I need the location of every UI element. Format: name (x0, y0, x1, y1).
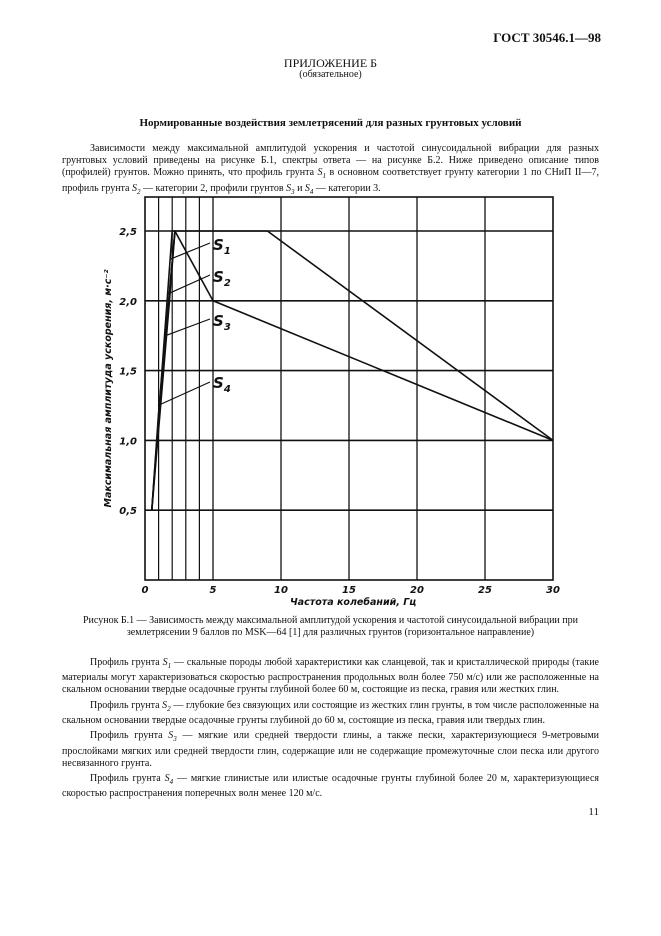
x-axis-label: Частота колебаний, Гц (290, 597, 417, 608)
profiles-list (62, 657, 599, 804)
y-tick-label: 1,0 (119, 436, 137, 448)
y-tick-label: 2,0 (119, 296, 137, 308)
appendix-subtitle: (обязательное) (299, 69, 362, 80)
intro-text-3: — категории 2, профили грунтов (140, 182, 287, 194)
y-axis-label: Максимальная амплитуда ускорения, м·с⁻² (103, 269, 114, 508)
x-tick-label: 30 (546, 585, 560, 596)
y-tick-label: 1,5 (119, 366, 137, 378)
x-tick-label: 5 (209, 585, 217, 596)
x-tick-label: 15 (342, 585, 356, 596)
page-number: 11 (588, 806, 599, 818)
section-title: Нормированные воздействия землетрясений для разных грунтовых условий (139, 117, 522, 129)
document-code: ГОСТ 30546.1—98 (493, 30, 601, 45)
appendix-title: ПРИЛОЖЕНИЕ Б (283, 56, 378, 70)
series-label-s3: $S_3$ (213, 312, 231, 333)
figure-caption: Рисунок Б.1 — Зависимость между максимальной амплитудой ускорения и частотой синусоидальной вибрации при землетрясении 9 баллов по MSK—64 [1] для различных грунтов (горизонтальное направление) (83, 615, 578, 638)
leader-line (158, 382, 210, 406)
series-label-s1: $S_1$ (213, 236, 231, 257)
intro-s1: $S_1$ (317, 167, 327, 181)
profile-item: Профиль грунта $S_3$ — мягкие или средней твердости глины, а также пески, характеризующиеся 9-метровыми прослойками мягких или средней твердости глин, содержащие или не содержащие промежуточные слои песка или другого несвязанного грунта. (62, 730, 600, 769)
intro-text-1: Зависимости между максимальной амплитудой ускорения и частотой синусоидальной вибрации для разных грунтовых условий приведены на рисунке Б.1, спектры ответа — на рисунке Б.2. Ниже приведено описание типов (профилей) грунтов. Можно принять, что профиль грунта (62, 143, 599, 179)
x-tick-label: 10 (274, 585, 288, 596)
x-tick-label: 20 (410, 585, 424, 596)
intro-s2: $S_2$ (132, 182, 141, 196)
intro-text-4: и (294, 182, 305, 194)
y-tick-label: 0,5 (119, 506, 137, 518)
profile-item: Профиль грунта $S_4$ — мягкие глинистые или илистые осадочные грунты глубиной более 20 м, характеризующиеся скоростью распространения поперечных волн менее 120 м/с. (62, 773, 599, 800)
intro-text-2: в основном соответствует грунту категории 1 по СНиП II—7, профиль грунта (62, 167, 599, 194)
y-tick-label: 2,5 (119, 227, 137, 238)
x-tick-label: 0 (141, 585, 149, 596)
series-label-s2: $S_2$ (213, 268, 231, 289)
series-label-s4: $S_4$ (213, 374, 231, 395)
acceleration-frequency-chart (95, 188, 575, 613)
profile-item: Профиль грунта $S_2$ — глубокие без связующих или состоящие из жестких глин грунты, в том числе расположенные на скальном основании твердые осадочные грунты глубиной до 60 м, состоящие из песка, гравия или твердых глин. (62, 699, 599, 726)
leader-line (171, 243, 210, 259)
intro-s3: $S_3$ (286, 182, 295, 196)
intro-text-5: — категории 3. (313, 182, 381, 194)
intro-s4: $S_4$ (304, 182, 314, 196)
x-tick-label: 25 (478, 585, 492, 596)
profile-item: Профиль грунта $S_1$ — скальные породы любой характеристики как сланцевой, так и кристаллической природы (такие материалы могут характеризоваться скоростью распространения продольных волн более 750 м/с) или же расположенные на скальном основании твердые осадочные грунты глубиной более 60 м, состоящие из песка, гравия или жестких глин. (62, 657, 599, 696)
